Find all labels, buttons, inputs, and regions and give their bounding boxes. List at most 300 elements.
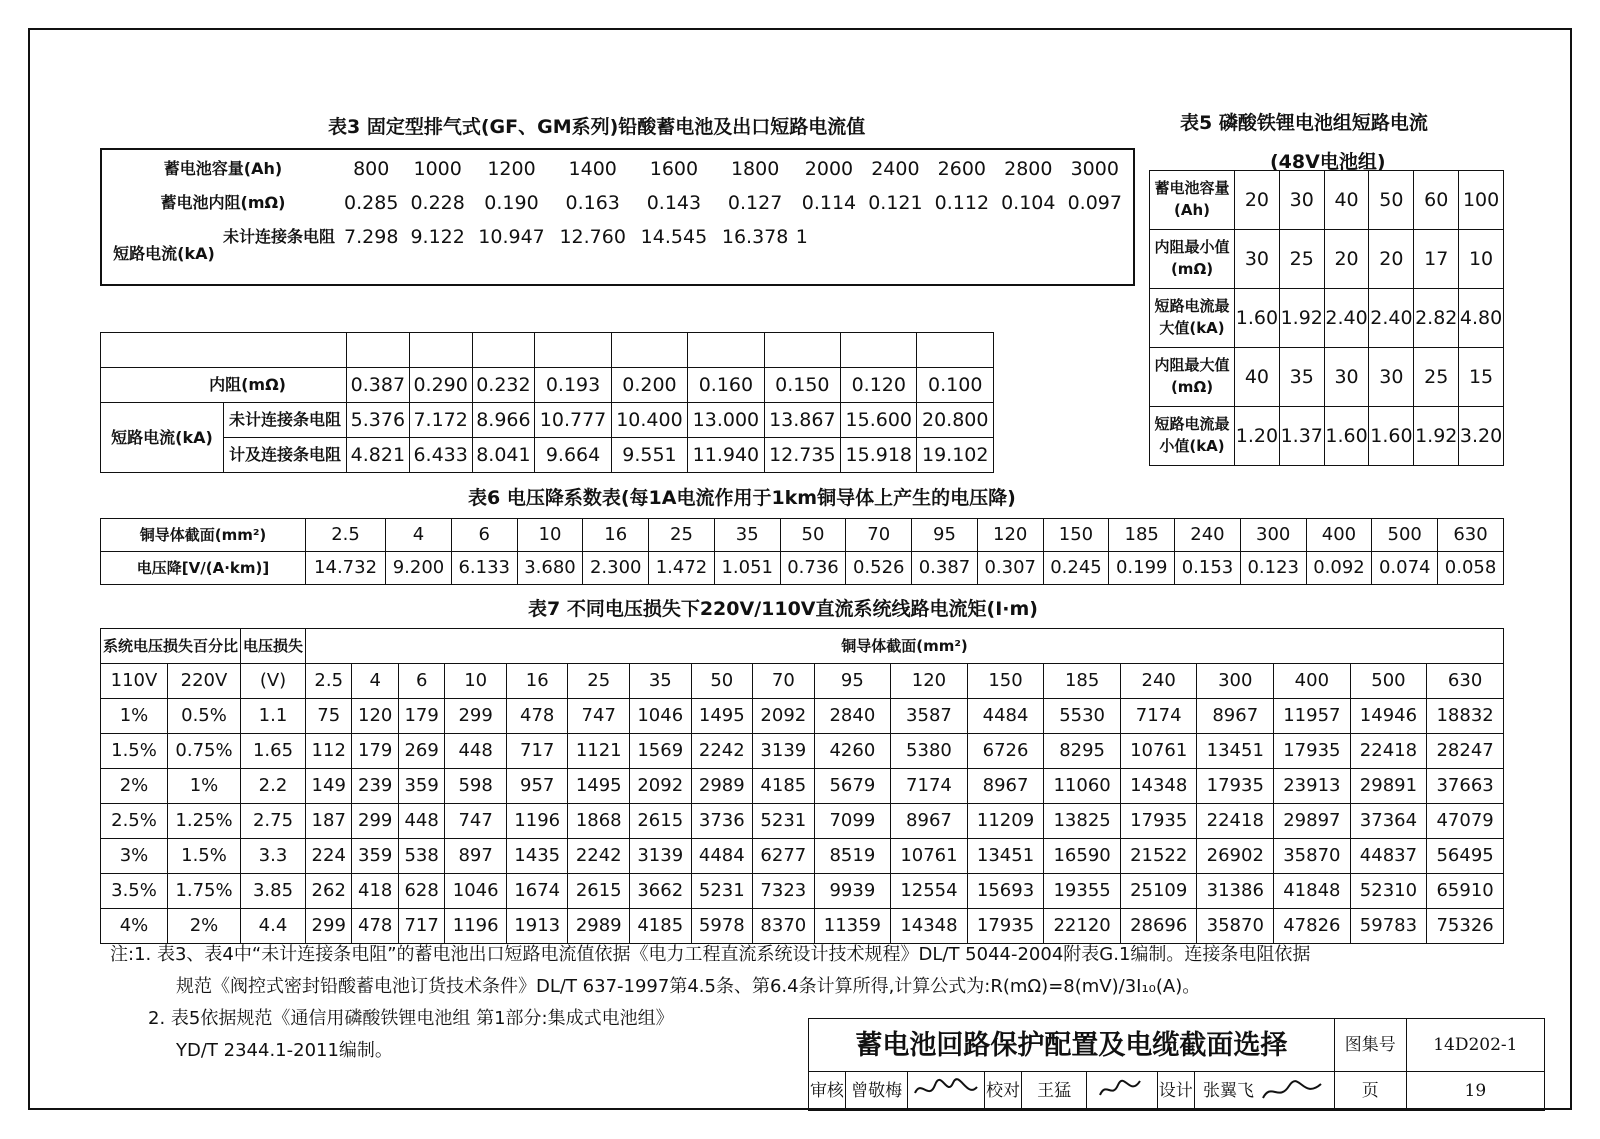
cell: 4484 bbox=[967, 699, 1044, 734]
cell: 1495 bbox=[568, 769, 630, 804]
cell: 25 bbox=[1279, 230, 1324, 289]
cell: 11957 bbox=[1274, 699, 1351, 734]
cell: 2615 bbox=[630, 804, 692, 839]
cell: 149 bbox=[306, 769, 352, 804]
cell: 47826 bbox=[1274, 909, 1351, 944]
cell: 1.20 bbox=[1235, 407, 1280, 466]
table3-shortcircuit-row bbox=[108, 220, 1128, 254]
cell: 0.200 bbox=[611, 368, 687, 403]
drop-cell: 6.133 bbox=[451, 552, 517, 585]
drop-cell: 0.199 bbox=[1109, 552, 1175, 585]
cell: 16.378 bbox=[721, 225, 789, 248]
row-label: 蓄电池内阻(mΩ) bbox=[160, 193, 286, 212]
cell: 13825 bbox=[1044, 804, 1121, 839]
drop-cell: 0.307 bbox=[977, 552, 1043, 585]
row-label: 短路电流(kA) bbox=[101, 403, 224, 473]
sub-label: 计及连接条电阻 bbox=[224, 438, 347, 473]
cell: 8967 bbox=[967, 769, 1044, 804]
cell: 56495 bbox=[1427, 839, 1504, 874]
row-label: 蓄电池容量(Ah) bbox=[163, 159, 283, 178]
section-cell: 35 bbox=[714, 519, 780, 552]
cell: 8.966 bbox=[472, 403, 535, 438]
section-cell: 185 bbox=[1109, 519, 1175, 552]
section-cell: 50 bbox=[780, 519, 846, 552]
cell: 15.918 bbox=[841, 438, 917, 473]
table6-title: 表6 电压降系数表(每1A电流作用于1km铜导体上产生的电压降) bbox=[468, 487, 1016, 509]
cell: 0.112 bbox=[934, 191, 990, 214]
cell: 478 bbox=[352, 909, 398, 944]
cell: 29891 bbox=[1350, 769, 1427, 804]
cell: 1913 bbox=[506, 909, 568, 944]
cell: 0.097 bbox=[1067, 191, 1122, 214]
cell: 478 bbox=[506, 699, 568, 734]
cell: 1868 bbox=[568, 804, 630, 839]
sub-label: 未计连接条电阻 bbox=[222, 227, 335, 246]
row-v: 2.2 bbox=[241, 769, 306, 804]
cell: 0.127 bbox=[727, 191, 783, 214]
cell: 0.104 bbox=[1001, 191, 1056, 214]
cell: 8370 bbox=[753, 909, 815, 944]
row-v: 4.4 bbox=[241, 909, 306, 944]
cell: 7.172 bbox=[409, 403, 472, 438]
cell: 7174 bbox=[1120, 699, 1197, 734]
section-cell: 95 bbox=[814, 664, 891, 699]
cell: 30 bbox=[1235, 230, 1280, 289]
table5-subtitle: (48V电池组) bbox=[1270, 151, 1386, 173]
table7 bbox=[100, 628, 1504, 944]
cell: 4185 bbox=[753, 769, 815, 804]
cell: 3736 bbox=[691, 804, 753, 839]
sub-v: (V) bbox=[241, 664, 306, 699]
cell: 0.114 bbox=[801, 191, 857, 214]
cell: 2600 bbox=[937, 157, 987, 180]
checker-signature bbox=[1087, 1072, 1157, 1111]
section-cell: 2.5 bbox=[306, 664, 352, 699]
row-p110: 4% bbox=[101, 909, 168, 944]
cell: 5530 bbox=[1044, 699, 1121, 734]
cell: 224 bbox=[306, 839, 352, 874]
cell: 0.193 bbox=[535, 368, 611, 403]
cell: 14.545 bbox=[640, 225, 708, 248]
cell: 3587 bbox=[891, 699, 968, 734]
cell: 40 bbox=[1235, 348, 1280, 407]
cell: 418 bbox=[352, 874, 398, 909]
cell: 628 bbox=[398, 874, 444, 909]
drop-cell: 0.387 bbox=[912, 552, 978, 585]
cell: 41848 bbox=[1274, 874, 1351, 909]
section-cell: 150 bbox=[967, 664, 1044, 699]
table5 bbox=[1149, 170, 1504, 466]
sub-220: 220V bbox=[168, 664, 241, 699]
table5-title: 表5 磷酸铁锂电池组短路电流 bbox=[1180, 112, 1428, 134]
cell: 717 bbox=[398, 909, 444, 944]
table5-row bbox=[1150, 171, 1504, 230]
drop-cell: 0.123 bbox=[1240, 552, 1306, 585]
cell: 112 bbox=[306, 734, 352, 769]
cell: 44837 bbox=[1350, 839, 1427, 874]
page-label: 页 bbox=[1334, 1072, 1406, 1111]
note-line2: 规范《阀控式密封铅酸蓄电池订货技术条件》DL/T 637-1997第4.5条、第6.4条计算所得,计算公式为:R(mΩ)=8(mV)/3I₁₀(A)。 bbox=[176, 976, 1201, 997]
cell: 17935 bbox=[1120, 804, 1197, 839]
table4 bbox=[100, 332, 994, 473]
cell: 9939 bbox=[814, 874, 891, 909]
cell: 1.37 bbox=[1279, 407, 1324, 466]
cell: 25 bbox=[1414, 348, 1459, 407]
row-p110: 3% bbox=[101, 839, 168, 874]
drop-cell: 0.526 bbox=[846, 552, 912, 585]
cell: 1.92 bbox=[1414, 407, 1459, 466]
row-p220: 0.5% bbox=[168, 699, 241, 734]
drop-cell: 14.732 bbox=[306, 552, 386, 585]
header-pct: 系统电压损失百分比 bbox=[101, 629, 241, 664]
section-cell: 4 bbox=[386, 519, 452, 552]
drop-cell: 0.092 bbox=[1306, 552, 1372, 585]
cell: 11060 bbox=[1044, 769, 1121, 804]
table-row bbox=[101, 804, 1504, 839]
cell: 1196 bbox=[506, 804, 568, 839]
table3-title: 表3 固定型排气式(GF、GM系列)铅酸蓄电池及出口短路电流值 bbox=[328, 116, 866, 138]
section-cell: 120 bbox=[977, 519, 1043, 552]
cell: 5380 bbox=[891, 734, 968, 769]
cell: 1569 bbox=[630, 734, 692, 769]
cell: 19355 bbox=[1044, 874, 1121, 909]
cell: 1000 bbox=[413, 157, 462, 180]
drop-cell: 9.200 bbox=[386, 552, 452, 585]
cell: 0.163 bbox=[565, 191, 620, 214]
row-label: 内阻最小值(mΩ) bbox=[1150, 230, 1235, 289]
drop-cell: 0.736 bbox=[780, 552, 846, 585]
row-p110: 1% bbox=[101, 699, 168, 734]
row-v: 2.75 bbox=[241, 804, 306, 839]
cell: 13.867 bbox=[764, 403, 840, 438]
table5-row bbox=[1150, 289, 1504, 348]
section-cell: 4 bbox=[352, 664, 398, 699]
section-cell: 240 bbox=[1175, 519, 1241, 552]
cell: 2989 bbox=[691, 769, 753, 804]
cell: 11359 bbox=[814, 909, 891, 944]
cell: 0.290 bbox=[409, 368, 472, 403]
cell: 0.285 bbox=[344, 191, 399, 214]
drop-cell: 1.051 bbox=[714, 552, 780, 585]
sub-110: 110V bbox=[101, 664, 168, 699]
section-cell: 25 bbox=[649, 519, 715, 552]
cell: 9.122 bbox=[410, 225, 465, 248]
reviewer-signature bbox=[908, 1072, 985, 1111]
note-line4: YD/T 2344.1-2011编制。 bbox=[176, 1040, 393, 1061]
section-cell: 400 bbox=[1306, 519, 1372, 552]
cell: 2000 bbox=[804, 157, 854, 180]
section-cell: 2.5 bbox=[306, 519, 386, 552]
section-cell: 6 bbox=[451, 519, 517, 552]
cell: 0.228 bbox=[410, 191, 465, 214]
cell: 13451 bbox=[1197, 734, 1274, 769]
drop-cell: 1.472 bbox=[649, 552, 715, 585]
row-label: 短路电流最大值(kA) bbox=[1150, 289, 1235, 348]
table3-resistance-row bbox=[108, 186, 1128, 220]
table-row bbox=[101, 839, 1504, 874]
cell: 6726 bbox=[967, 734, 1044, 769]
table7-header-row bbox=[101, 629, 1504, 664]
cell: 717 bbox=[506, 734, 568, 769]
row-p220: 2% bbox=[168, 909, 241, 944]
cell: 37364 bbox=[1350, 804, 1427, 839]
cell: 19.102 bbox=[917, 438, 994, 473]
table4-withlink-row bbox=[101, 438, 994, 473]
cell: 20 bbox=[1324, 230, 1369, 289]
cell: 15693 bbox=[967, 874, 1044, 909]
cell: 7323 bbox=[753, 874, 815, 909]
row-p110: 1.5% bbox=[101, 734, 168, 769]
cell: 0.232 bbox=[472, 368, 535, 403]
cell: 14946 bbox=[1350, 699, 1427, 734]
cell: 10.400 bbox=[611, 403, 687, 438]
table-row bbox=[101, 909, 1504, 944]
drop-cell: 0.074 bbox=[1372, 552, 1438, 585]
cell: 747 bbox=[568, 699, 630, 734]
cell: 897 bbox=[445, 839, 507, 874]
row-label: 蓄电池容量(Ah) bbox=[1150, 171, 1235, 230]
cell: 8.041 bbox=[472, 438, 535, 473]
cell: 299 bbox=[306, 909, 352, 944]
row-label: 铜导体截面(mm²) bbox=[101, 519, 306, 552]
cell: 20.800 bbox=[917, 403, 994, 438]
cell: 3000 bbox=[1070, 157, 1119, 180]
cell: 2.40 bbox=[1369, 289, 1414, 348]
cell: 100 bbox=[1459, 171, 1504, 230]
section-cell: 95 bbox=[912, 519, 978, 552]
row-label: 内阻最大值(mΩ) bbox=[1150, 348, 1235, 407]
reviewer-name: 曾敬梅 bbox=[845, 1072, 907, 1111]
cell: 15 bbox=[1459, 348, 1504, 407]
row-v: 3.3 bbox=[241, 839, 306, 874]
cell: 1.92 bbox=[1279, 289, 1324, 348]
cell: 5679 bbox=[814, 769, 891, 804]
cell: 299 bbox=[445, 699, 507, 734]
cell: 262 bbox=[306, 874, 352, 909]
table5-row bbox=[1150, 348, 1504, 407]
cell: 40 bbox=[1324, 171, 1369, 230]
cell: 2989 bbox=[568, 909, 630, 944]
section-cell: 50 bbox=[691, 664, 753, 699]
section-cell: 120 bbox=[891, 664, 968, 699]
section-cell: 400 bbox=[1274, 664, 1351, 699]
cell: 65910 bbox=[1427, 874, 1504, 909]
cell: 37663 bbox=[1427, 769, 1504, 804]
row-label: 内阻(mΩ) bbox=[101, 368, 347, 403]
row-p220: 1.75% bbox=[168, 874, 241, 909]
cell: 28696 bbox=[1120, 909, 1197, 944]
cell: 17 bbox=[1414, 230, 1459, 289]
atlas-number: 14D202-1 bbox=[1406, 1019, 1544, 1072]
drop-cell: 3.680 bbox=[517, 552, 583, 585]
section-cell: 630 bbox=[1427, 664, 1504, 699]
cell: 957 bbox=[506, 769, 568, 804]
cell: 2800 bbox=[1004, 157, 1053, 180]
cell: 1674 bbox=[506, 874, 568, 909]
cell: 29897 bbox=[1274, 804, 1351, 839]
cell: 3139 bbox=[630, 839, 692, 874]
cell: 22120 bbox=[1044, 909, 1121, 944]
cell: 35870 bbox=[1197, 909, 1274, 944]
cell: 13.000 bbox=[688, 403, 764, 438]
cell: 5978 bbox=[691, 909, 753, 944]
cell: 12.760 bbox=[559, 225, 626, 248]
cell: 800 bbox=[353, 157, 390, 180]
table4-header-row bbox=[101, 333, 994, 368]
table6 bbox=[100, 518, 1504, 585]
cell: 14348 bbox=[891, 909, 968, 944]
cell: 179 bbox=[398, 699, 444, 734]
cell: 2840 bbox=[814, 699, 891, 734]
row-v: 3.85 bbox=[241, 874, 306, 909]
cell: 4.821 bbox=[347, 438, 410, 473]
note-line1: 注:1. 表3、表4中“未计连接条电阻”的蓄电池出口短路电流值依据《电力工程直流系统设计技术规程》DL/T 5044-2004附表G.1编制。连接条电阻依据 bbox=[110, 944, 1311, 965]
cell: 2092 bbox=[753, 699, 815, 734]
section-cell: 630 bbox=[1438, 519, 1504, 552]
cell: 7099 bbox=[814, 804, 891, 839]
drawing-title: 蓄电池回路保护配置及电缆截面选择 bbox=[809, 1019, 1335, 1072]
section-cell: 500 bbox=[1350, 664, 1427, 699]
cell: 448 bbox=[398, 804, 444, 839]
cell: 2242 bbox=[691, 734, 753, 769]
cell: 2092 bbox=[630, 769, 692, 804]
section-cell: 70 bbox=[846, 519, 912, 552]
cell: 30 bbox=[1279, 171, 1324, 230]
section-cell: 240 bbox=[1120, 664, 1197, 699]
cell: 0.150 bbox=[764, 368, 840, 403]
cell: 4185 bbox=[630, 909, 692, 944]
cell: 1.60 bbox=[1324, 407, 1369, 466]
cell: 30 bbox=[1369, 348, 1414, 407]
cell: 7174 bbox=[891, 769, 968, 804]
cell: 31386 bbox=[1197, 874, 1274, 909]
cell: 4260 bbox=[814, 734, 891, 769]
row-p220: 1.25% bbox=[168, 804, 241, 839]
cell: 538 bbox=[398, 839, 444, 874]
cell: 4484 bbox=[691, 839, 753, 874]
cell: 0.160 bbox=[688, 368, 764, 403]
cell: 21522 bbox=[1120, 839, 1197, 874]
cell: 4.80 bbox=[1459, 289, 1504, 348]
cell: 2400 bbox=[871, 157, 920, 180]
cell: 8967 bbox=[1197, 699, 1274, 734]
cell: 1.60 bbox=[1235, 289, 1280, 348]
cell: 0.100 bbox=[917, 368, 994, 403]
table3-capacity-row bbox=[108, 152, 1128, 186]
cell: 35 bbox=[1279, 348, 1324, 407]
cell: 448 bbox=[445, 734, 507, 769]
cell: 2.40 bbox=[1324, 289, 1369, 348]
section-cell: 35 bbox=[630, 664, 692, 699]
cell: 13451 bbox=[967, 839, 1044, 874]
cell: 5231 bbox=[753, 804, 815, 839]
cell: 17935 bbox=[1197, 769, 1274, 804]
cell: 18832 bbox=[1427, 699, 1504, 734]
cell: 1196 bbox=[445, 909, 507, 944]
row-label: 短路电流最小值(kA) bbox=[1150, 407, 1235, 466]
section-cell: 185 bbox=[1044, 664, 1121, 699]
checker-name: 王猛 bbox=[1021, 1072, 1086, 1111]
cell: 5.376 bbox=[347, 403, 410, 438]
cell: 1 bbox=[795, 225, 808, 248]
table6-section-row bbox=[101, 519, 1504, 552]
cell: 3.20 bbox=[1459, 407, 1504, 466]
cell: 23913 bbox=[1274, 769, 1351, 804]
cell: 17935 bbox=[1274, 734, 1351, 769]
cell: 269 bbox=[398, 734, 444, 769]
cell: 1400 bbox=[568, 157, 617, 180]
cell: 59783 bbox=[1350, 909, 1427, 944]
cell: 2242 bbox=[568, 839, 630, 874]
cell: 359 bbox=[352, 839, 398, 874]
table7-subheader-row bbox=[101, 664, 1504, 699]
row-v: 1.1 bbox=[241, 699, 306, 734]
design-label: 设计 bbox=[1157, 1072, 1194, 1111]
cell: 0.120 bbox=[841, 368, 917, 403]
review-label: 审核 bbox=[809, 1072, 846, 1111]
cell: 17935 bbox=[967, 909, 1044, 944]
table6-drop-row bbox=[101, 552, 1504, 585]
cell: 1495 bbox=[691, 699, 753, 734]
cell: 20 bbox=[1369, 230, 1414, 289]
atlas-label: 图集号 bbox=[1334, 1019, 1406, 1072]
cell: 1121 bbox=[568, 734, 630, 769]
row-label: 电压降[V/(A·km)] bbox=[101, 552, 306, 585]
cell: 60 bbox=[1414, 171, 1459, 230]
cell: 9.664 bbox=[535, 438, 611, 473]
row-p220: 0.75% bbox=[168, 734, 241, 769]
cell: 15.600 bbox=[841, 403, 917, 438]
table-row bbox=[101, 874, 1504, 909]
section-cell: 16 bbox=[506, 664, 568, 699]
row-p110: 3.5% bbox=[101, 874, 168, 909]
designer-name: 张翼飞 bbox=[1203, 1081, 1255, 1101]
table5-row bbox=[1150, 230, 1504, 289]
section-cell: 25 bbox=[568, 664, 630, 699]
cell: 25109 bbox=[1120, 874, 1197, 909]
cell: 1200 bbox=[487, 157, 536, 180]
cell: 75 bbox=[306, 699, 352, 734]
cell: 10 bbox=[1459, 230, 1504, 289]
table-row bbox=[101, 769, 1504, 804]
cell: 35870 bbox=[1274, 839, 1351, 874]
table-row bbox=[101, 734, 1504, 769]
cell: 10761 bbox=[1120, 734, 1197, 769]
cell: 30 bbox=[1324, 348, 1369, 407]
cell: 7.298 bbox=[344, 225, 399, 248]
section-cell: 300 bbox=[1240, 519, 1306, 552]
cell: 11209 bbox=[967, 804, 1044, 839]
drop-cell: 2.300 bbox=[583, 552, 649, 585]
cell: 47079 bbox=[1427, 804, 1504, 839]
cell: 6277 bbox=[753, 839, 815, 874]
cell: 187 bbox=[306, 804, 352, 839]
cell: 26902 bbox=[1197, 839, 1274, 874]
table4-nolink-row bbox=[101, 403, 994, 438]
section-cell: 6 bbox=[398, 664, 444, 699]
cell: 11.940 bbox=[688, 438, 764, 473]
cell: 52310 bbox=[1350, 874, 1427, 909]
cell: 10.947 bbox=[478, 225, 545, 248]
cell: 2615 bbox=[568, 874, 630, 909]
cell: 20 bbox=[1235, 171, 1280, 230]
cell: 598 bbox=[445, 769, 507, 804]
row-p110: 2% bbox=[101, 769, 168, 804]
cell: 1.60 bbox=[1369, 407, 1414, 466]
cell: 1800 bbox=[730, 157, 780, 180]
cell: 16590 bbox=[1044, 839, 1121, 874]
cell: 359 bbox=[398, 769, 444, 804]
